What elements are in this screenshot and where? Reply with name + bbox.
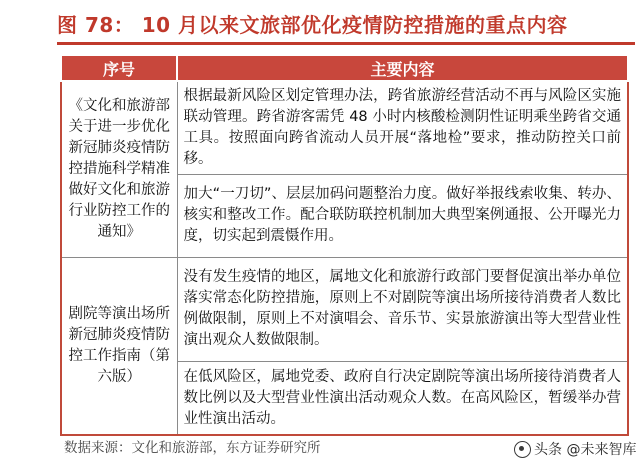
table-row bbox=[61, 81, 628, 175]
document-name-cell: 剧院等演出场所新冠肺炎疫情防控工作指南（第六版） bbox=[61, 257, 177, 435]
watermark bbox=[512, 436, 636, 462]
content-cell: 在低风险区，属地党委、政府自行决定剧院等演出场所接待消费者人数比例以及大型营业性演出活动观众人数。在高风险区，暂缓举办营业性演出活动。 bbox=[177, 362, 628, 435]
title-underline bbox=[57, 42, 635, 45]
watermark-logo-icon bbox=[514, 441, 531, 458]
header-main-content: 主要内容 bbox=[177, 55, 628, 81]
content-cell: 没有发生疫情的地区，属地文化和旅游行政部门要督促演出举办单位落实常态化防控措施，原则上不对剧院等演出场所接待消费者人数比例做限制，原则上不对演唱会、音乐节、实景旅游演出等大型营业性演出观众人数做限制。 bbox=[177, 257, 628, 362]
data-source-note: 数据来源：文化和旅游部，东方证券研究所 bbox=[64, 440, 321, 456]
document-name-cell: 《文化和旅游部关于进一步优化新冠肺炎疫情防控措施科学精准做好文化和旅游行业防控工作的通知》 bbox=[61, 81, 177, 257]
header-serial: 序号 bbox=[61, 55, 177, 81]
measures-table bbox=[60, 54, 629, 436]
figure-title: 图 78： 10 月以来文旅部优化疫情防控措施的重点内容 bbox=[57, 13, 568, 37]
content-cell: 加大“一刀切”、层层加码问题整治力度。做好举报线索收集、转办、核实和整改工作。配合联防联控机制加大典型案例通报、公开曝光力度，切实起到震慑作用。 bbox=[177, 175, 628, 258]
content-cell: 根据最新风险区划定管理办法，跨省旅游经营活动不再与风险区实施联动管理。跨省游客需凭 48 小时内核酸检测阴性证明乘坐跨省交通工具。按照面向跨省流动人员开展“落地检”要求，推动防控关口前移。 bbox=[177, 81, 628, 175]
table-row bbox=[61, 257, 628, 362]
table-header-row bbox=[61, 55, 628, 81]
watermark-text: 头条 @未来智库 bbox=[534, 442, 637, 458]
